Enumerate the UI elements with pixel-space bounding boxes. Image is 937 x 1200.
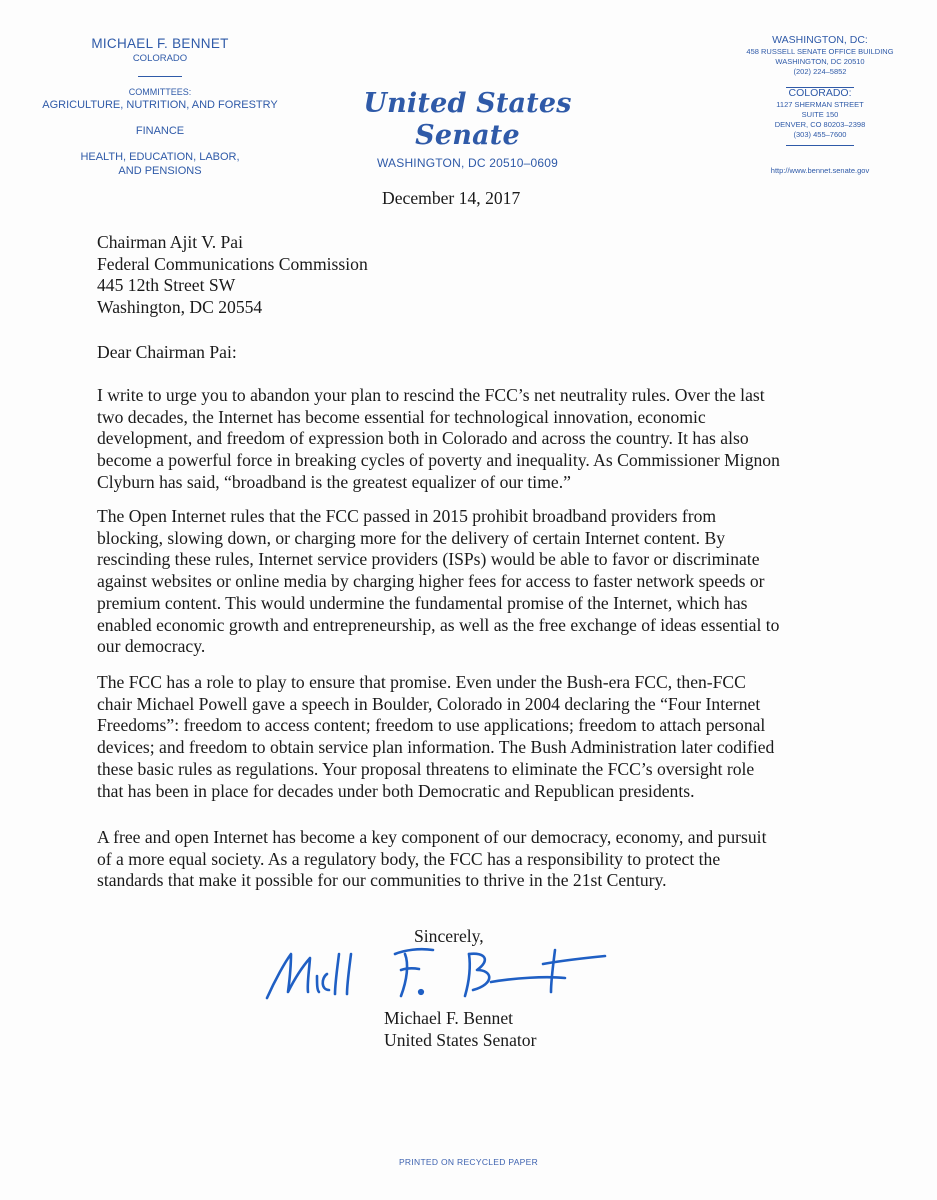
paragraph-line: two decades, the Internet has become essential for technological innovation, economic — [97, 406, 706, 427]
closing: Sincerely, — [414, 926, 484, 946]
recipient-line: Federal Communications Commission — [97, 253, 368, 274]
letter-date: December 14, 2017 — [382, 188, 521, 208]
committee-item: FINANCE — [135, 125, 185, 137]
letterhead-offices-block — [735, 34, 905, 176]
committees-label: COMMITTEES: — [128, 87, 192, 97]
recycled-paper-footer: PRINTED ON RECYCLED PAPER — [398, 1157, 539, 1167]
website-link[interactable]: http://www.bennet.senate.gov — [770, 166, 870, 175]
office-divider — [786, 145, 854, 146]
paragraph-line: against websites or online media by charging higher fees for access to faster network speeds or — [97, 571, 765, 592]
committee-item: AGRICULTURE, NUTRITION, AND FORESTRY — [42, 99, 278, 111]
paragraph-line: devices; and freedom to obtain service plan information. The Bush Administration later codified — [97, 737, 775, 758]
paragraph-line: that has been in place for decades under both Democratic and Republican presidents. — [97, 780, 695, 801]
recipient-address — [97, 232, 368, 318]
dc-office-label: WASHINGTON, DC: — [772, 34, 868, 46]
paragraph-line: of a more equal society. As a regulatory body, the FCC has a responsibility to protect the — [97, 848, 721, 869]
senate-address: WASHINGTON, DC 20510–0609 — [376, 156, 559, 170]
body-paragraph — [97, 506, 839, 658]
paragraph-line: A free and open Internet has become a key component of our democracy, economy, and pursuit — [97, 827, 767, 847]
body-paragraph — [97, 827, 839, 892]
co-office-line: 1127 SHERMAN STREET — [776, 100, 864, 109]
co-office-line: SUITE 150 — [801, 110, 839, 119]
signer-title: United States Senator — [384, 1029, 537, 1050]
letterhead-divider — [138, 76, 182, 77]
paragraph-line: enabled economic growth and entrepreneurship, as well as the free exchange of ideas essential to — [97, 614, 780, 635]
paragraph-line: chair Michael Powell gave a speech in Boulder, Colorado in 2004 declaring the “Four Internet — [97, 693, 761, 714]
paragraph-line: I write to urge you to abandon your plan to rescind the FCC’s net neutrality rules. Over the last — [97, 385, 765, 405]
paragraph-line: these basic rules as regulations. Your proposal threatens to eliminate the FCC’s oversight role — [97, 758, 755, 779]
body-paragraph — [97, 672, 839, 802]
senator-state: COLORADO — [132, 53, 188, 64]
paragraph-line: The Open Internet rules that the FCC passed in 2015 prohibit broadband providers from — [97, 506, 717, 526]
body-paragraph — [97, 385, 839, 494]
paragraph-line: blocking, slowing down, or charging more for the delivery of certain Internet content. By — [97, 527, 725, 548]
recipient-line: Washington, DC 20554 — [97, 296, 263, 317]
salutation: Dear Chairman Pai: — [97, 342, 237, 362]
paragraph-line: our democracy. — [97, 636, 206, 657]
letterhead-senate-block — [315, 88, 620, 171]
paragraph-line: become a powerful force in breaking cycles of poverty and inequality. As Commissioner Mignon — [97, 450, 780, 471]
office-divider — [786, 87, 854, 88]
dc-office-line: WASHINGTON, DC 20510 — [775, 57, 865, 66]
dc-office-line: 458 RUSSELL SENATE OFFICE BUILDING — [746, 47, 894, 56]
signer-block — [384, 1008, 536, 1051]
handwritten-signature — [255, 940, 645, 1010]
paragraph-line: premium content. This would undermine the fundamental promise of the Internet, which has — [97, 592, 748, 613]
paragraph-line: development, and freedom of expression both in Colorado and across the country. It has also — [97, 428, 749, 449]
signer-name: Michael F. Bennet — [384, 1008, 514, 1028]
recipient-line: Chairman Ajit V. Pai — [97, 232, 243, 252]
committee-item: AND PENSIONS — [118, 165, 202, 177]
paragraph-line: The FCC has a role to play to ensure that promise. Even under the Bush-era FCC, then-FCC — [97, 672, 746, 692]
paragraph-line: standards that make it possible for our communities to thrive in the 21st Century. — [97, 870, 667, 891]
paragraph-line: Freedoms”: freedom to access content; freedom to use applications; freedom to attach personal — [97, 715, 766, 736]
letterhead-senator-block — [30, 36, 290, 178]
dc-office-line: (202) 224–5852 — [793, 67, 847, 76]
co-office-label: COLORADO: — [788, 87, 852, 99]
paragraph-line: Clyburn has said, “broadband is the greatest equalizer of our time.” — [97, 471, 571, 492]
senate-title: United States Senate — [363, 88, 572, 151]
paragraph-line: rescinding these rules, Internet service providers (ISPs) would be able to favor or discriminate — [97, 549, 760, 570]
senator-name: MICHAEL F. BENNET — [91, 36, 229, 51]
co-office-line: DENVER, CO 80203–2398 — [774, 120, 866, 129]
recipient-line: 445 12th Street SW — [97, 275, 236, 296]
committee-item: HEALTH, EDUCATION, LABOR, — [80, 151, 240, 163]
co-office-line: (303) 455–7600 — [793, 130, 847, 139]
